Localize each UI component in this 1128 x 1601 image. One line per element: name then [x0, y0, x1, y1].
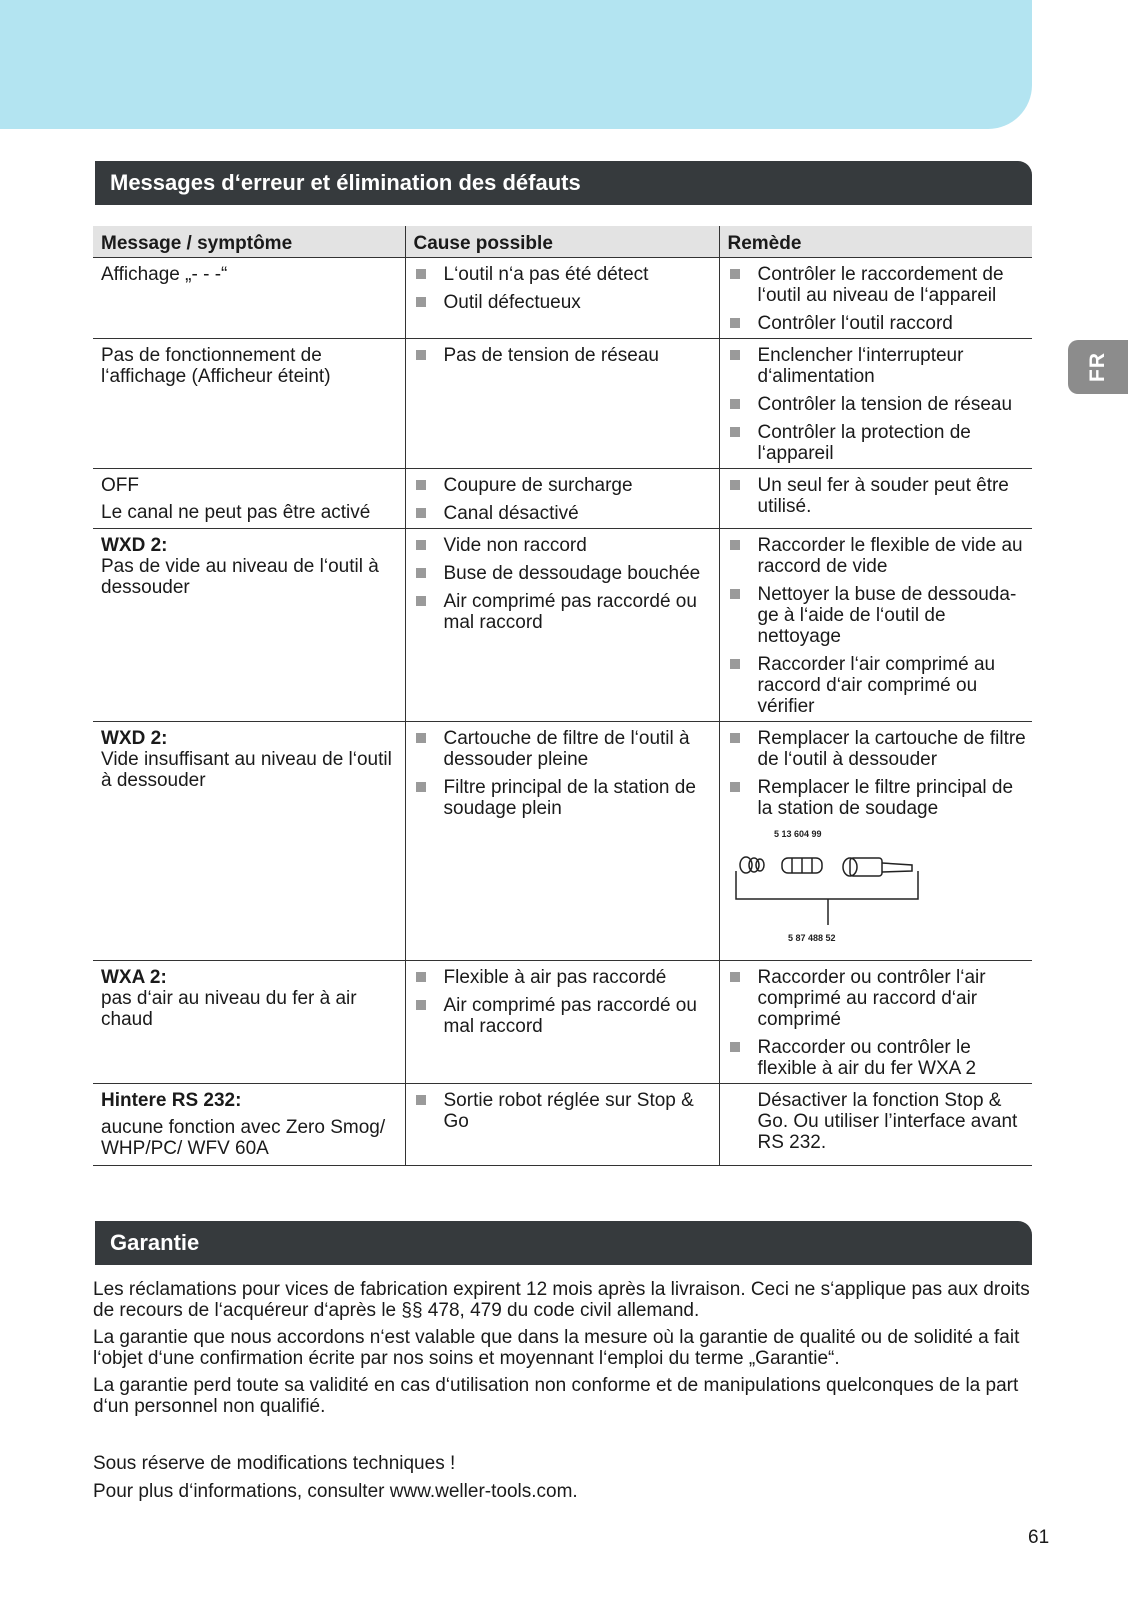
symptom-cell: [93, 721, 405, 960]
table-row: [93, 1083, 1032, 1165]
symptom-text: aucune fonction avec Zero Smog/ WHP/PC/ WFV 60A: [101, 1116, 386, 1159]
remedy-cell: [719, 1083, 1032, 1165]
cause-item: [414, 1090, 713, 1132]
bullet-square-icon: [416, 297, 426, 307]
remedy-text: Nettoyer la buse de dessouda-ge à l‘aide de l‘outil de nettoyage: [757, 583, 1017, 647]
remedy-text: Raccorder ou contrôler l‘air comprimé au raccord d‘air comprimé: [757, 966, 986, 1030]
footer-line: Sous réserve de modifications techniques !: [93, 1453, 456, 1474]
bullet-square-icon: [416, 972, 426, 982]
remedy-item: [728, 584, 1027, 647]
cause-cell: [405, 1083, 719, 1165]
header-symptom: Message / symptôme: [93, 226, 405, 257]
remedy-cell: [719, 528, 1032, 721]
symptom-text: pas d‘air au niveau du fer à air chaud: [101, 987, 357, 1030]
cause-cell: [405, 468, 719, 528]
warranty-paragraph: Les réclamations pour vices de fabrication expirent 12 mois après la livraison. Ceci ne s‘applique pas aux droits de recours de l‘acquéreur d‘après le §§ 478, 479 du code civil allemand.: [93, 1279, 1030, 1321]
symptom-cell: [93, 1083, 405, 1165]
remedy-item: [728, 394, 1027, 415]
bullet-square-icon: [730, 318, 740, 328]
remedy-item: [728, 422, 1027, 464]
symptom-text: Affichage „- - -“: [101, 263, 228, 285]
remedy-text: Raccorder ou contrôler le flexible à air du fer WXA 2: [757, 1036, 977, 1079]
remedy-text: Désactiver la fonction Stop & Go. Ou utiliser l’interface avant RS 232.: [757, 1089, 1018, 1153]
bullet-square-icon: [416, 540, 426, 550]
cause-cell: [405, 257, 719, 338]
bullet-square-icon: [416, 1095, 426, 1105]
symptom-text: Vide insuffisant au niveau de l‘outil à dessouder: [101, 748, 392, 791]
bullet-square-icon: [416, 733, 426, 743]
bullet-square-icon: [416, 1000, 426, 1010]
cause-cell: [405, 960, 719, 1083]
bullet-square-icon: [730, 540, 740, 550]
header-remedy: Remède: [719, 226, 1032, 257]
bullet-square-icon: [416, 508, 426, 518]
remedy-cell: [719, 257, 1032, 338]
cause-item: [414, 591, 713, 633]
table-row: [93, 257, 1032, 338]
language-tab: [1068, 340, 1128, 394]
cause-item: [414, 503, 713, 524]
bullet-square-icon: [730, 972, 740, 982]
cause-text: Flexible à air pas raccordé: [443, 966, 667, 988]
remedy-text: Contrôler la protection de l‘appareil: [757, 421, 971, 464]
cause-text: L‘outil n‘a pas été détect: [443, 263, 649, 285]
remedy-item: [728, 777, 1027, 819]
footer-line: Pour plus d‘informations, consulter www.weller-tools.com.: [93, 1481, 578, 1502]
table-row: [93, 338, 1032, 468]
remedy-item: [728, 264, 1027, 306]
bullet-square-icon: [730, 427, 740, 437]
symptom-cell: [93, 528, 405, 721]
remedy-text: Raccorder le flexible de vide au raccord de vide: [757, 534, 1023, 577]
bullet-square-icon: [416, 782, 426, 792]
header-color-band: [0, 0, 1032, 129]
symptom-model: WXD 2:: [101, 727, 168, 749]
table-row: [93, 960, 1032, 1083]
warranty-text: [93, 1279, 1033, 1423]
symptom-text: Pas de vide au niveau de l‘outil à dessouder: [101, 555, 379, 598]
remedy-item: [728, 345, 1027, 387]
cause-item: [414, 967, 713, 988]
bullet-square-icon: [416, 568, 426, 578]
remedy-item: [728, 967, 1027, 1030]
remedy-item: [728, 535, 1027, 577]
cause-text: Vide non raccord: [443, 534, 587, 556]
remedy-cell: [719, 468, 1032, 528]
header-cause: Cause possible: [405, 226, 719, 257]
cause-text: Air comprimé pas raccordé ou mal raccord: [443, 994, 697, 1037]
cause-cell: [405, 528, 719, 721]
symptom-text: OFF: [101, 474, 139, 496]
bullet-square-icon: [730, 782, 740, 792]
remedy-text: Remplacer la cartouche de filtre de l‘outil à dessouder: [757, 727, 1026, 770]
cause-text: Filtre principal de la station de soudage plein: [443, 776, 696, 819]
filter-parts-illustration: [734, 827, 934, 947]
remedy-text: Contrôler l‘outil raccord: [757, 312, 953, 334]
fault-table: [93, 226, 1032, 1166]
symptom-text: Le canal ne peut pas être activé: [101, 501, 371, 523]
warranty-paragraph: La garantie que nous accordons n‘est valable que dans la mesure où la garantie de qualité ou de solidité a fait l‘objet d‘une confirmation écrite par nos soins et moyennant l‘emploi du terme „Garantie“.: [93, 1327, 1020, 1369]
bullet-square-icon: [416, 350, 426, 360]
cause-text: Buse de dessoudage bouchée: [443, 562, 701, 584]
warranty-paragraph: La garantie perd toute sa validité en cas d‘utilisation non conforme et de manipulations quelconques de la part d‘un personnel non qualifié.: [93, 1375, 1019, 1417]
cause-text: Cartouche de filtre de l‘outil à dessouder pleine: [443, 727, 690, 770]
table-row: [93, 528, 1032, 721]
bullet-square-icon: [730, 1042, 740, 1052]
remedy-item: [728, 1037, 1027, 1079]
remedy-text: Remplacer le filtre principal de la station de soudage: [757, 776, 1014, 819]
footer-notes: [93, 1453, 1033, 1509]
bullet-square-icon: [730, 269, 740, 279]
bullet-square-icon: [730, 589, 740, 599]
cause-cell: [405, 338, 719, 468]
remedy-item: [728, 654, 1027, 717]
cause-text: Coupure de surcharge: [443, 474, 633, 496]
symptom-model: Hintere RS 232:: [101, 1089, 242, 1111]
remedy-text: Contrôler le raccordement de l‘outil au niveau de l‘appareil: [757, 263, 1004, 306]
cause-item: [414, 728, 713, 770]
symptom-cell: [93, 257, 405, 338]
remedy-text: Enclencher l‘interrupteur d‘alimentation: [757, 344, 964, 387]
cause-item: [414, 264, 713, 285]
remedy-text: Raccorder l‘air comprimé au raccord d‘air comprimé ou vérifier: [757, 653, 996, 717]
cause-text: Pas de tension de réseau: [443, 344, 659, 366]
cause-text: Sortie robot réglée sur Stop & Go: [443, 1089, 694, 1132]
section-title-errors: Messages d‘erreur et élimination des défauts: [95, 161, 1032, 205]
part-number-top: 5 13 604 99: [773, 828, 822, 839]
symptom-cell: [93, 468, 405, 528]
language-tab-label: FR: [1086, 352, 1109, 382]
remedy-item: [728, 728, 1027, 770]
remedy-cell: [719, 960, 1032, 1083]
cause-text: Outil défectueux: [443, 291, 581, 313]
part-number-bottom: 5 87 488 52: [787, 932, 836, 943]
cause-item: [414, 563, 713, 584]
cause-item: [414, 475, 713, 496]
bullet-square-icon: [730, 659, 740, 669]
cause-item: [414, 777, 713, 819]
bullet-square-icon: [730, 733, 740, 743]
symptom-cell: [93, 338, 405, 468]
remedy-cell: [719, 721, 1032, 960]
table-row: [93, 468, 1032, 528]
cause-cell: [405, 721, 719, 960]
symptom-text: Pas de fonctionnement de l‘affichage (Afficheur éteint): [101, 344, 331, 387]
cause-item: [414, 535, 713, 556]
remedy-text: Contrôler la tension de réseau: [757, 393, 1013, 415]
symptom-model: WXD 2:: [101, 534, 168, 556]
bullet-square-icon: [416, 480, 426, 490]
section-title-warranty: Garantie: [95, 1221, 1032, 1265]
remedy-item: [728, 475, 1027, 517]
symptom-model: WXA 2:: [101, 966, 167, 988]
cause-item: [414, 995, 713, 1037]
remedy-cell: [719, 338, 1032, 468]
cause-item: [414, 292, 713, 313]
bullet-square-icon: [416, 596, 426, 606]
page-number: 61: [1028, 1527, 1050, 1548]
bullet-square-icon: [416, 269, 426, 279]
table-row: [93, 721, 1032, 960]
bullet-square-icon: [730, 480, 740, 490]
remedy-text: Un seul fer à souder peut être utilisé.: [757, 474, 1009, 517]
cause-text: Canal désactivé: [443, 502, 579, 524]
bullet-square-icon: [730, 350, 740, 360]
table-header-row: [93, 226, 1032, 257]
filter-parts-diagram: [734, 827, 1027, 952]
symptom-cell: [93, 960, 405, 1083]
bullet-square-icon: [730, 399, 740, 409]
cause-item: [414, 345, 713, 366]
remedy-item: [728, 313, 1027, 334]
cause-text: Air comprimé pas raccordé ou mal raccord: [443, 590, 697, 633]
